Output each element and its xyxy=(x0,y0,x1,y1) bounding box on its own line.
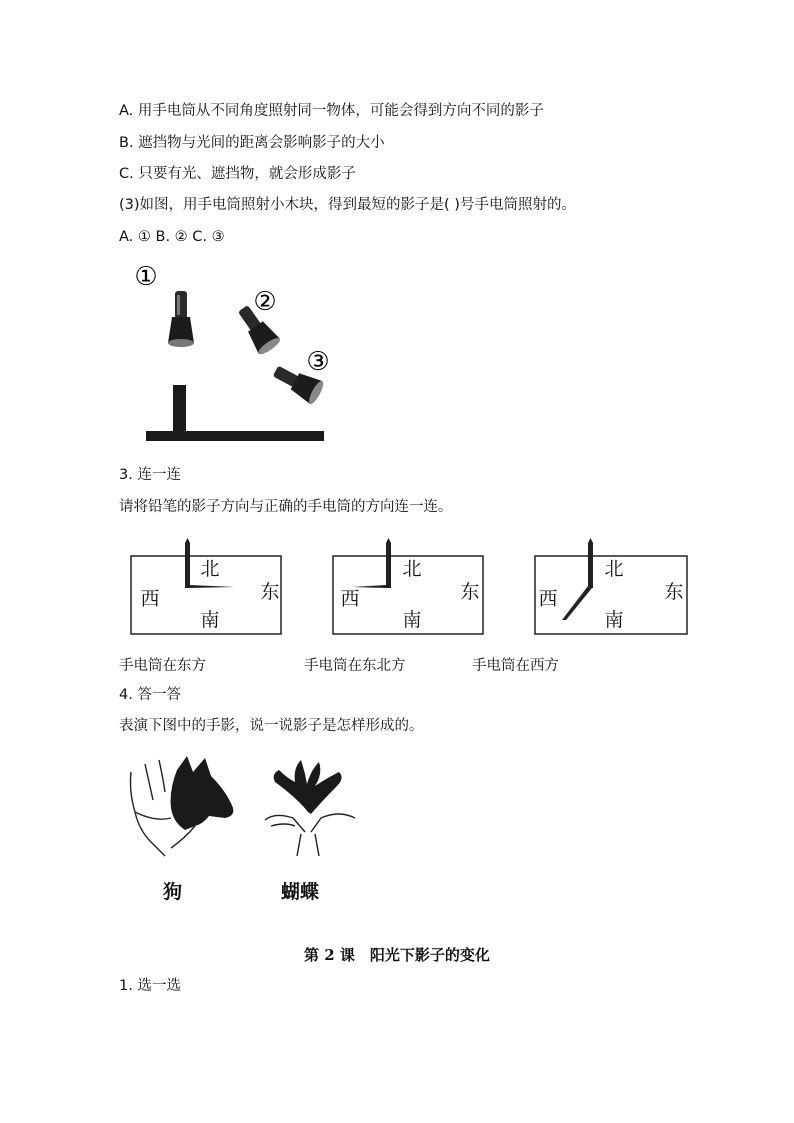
hand-shadow-figure xyxy=(125,752,355,862)
north-label: 北 xyxy=(402,558,422,580)
flashlight-1-icon xyxy=(168,291,194,347)
pencil-icon xyxy=(386,543,391,588)
south-label: 南 xyxy=(200,609,220,631)
option-a: A. 用手电筒从不同角度照射同一物体，可能会得到方向不同的影子 xyxy=(119,103,544,119)
east-label: 东 xyxy=(460,581,480,603)
dog-label: 狗 xyxy=(163,881,183,903)
wooden-block xyxy=(173,385,186,432)
pencil-icon xyxy=(588,543,593,588)
lesson-first-item: 1. 选一选 xyxy=(119,978,181,994)
butterfly-label: 蝴蝶 xyxy=(281,881,320,903)
south-label: 南 xyxy=(402,609,422,631)
section-4-instruction: 表演下图中的手影，说一说影子是怎样形成的。 xyxy=(119,718,424,734)
question-3-options: A. ① B. ② C. ③ xyxy=(119,229,225,245)
dog-shadow-icon xyxy=(171,756,234,830)
south-label: 南 xyxy=(604,609,624,631)
section-3-heading: 3. 连一连 xyxy=(119,467,181,483)
compass-box-2 xyxy=(322,538,487,638)
pencil-icon xyxy=(185,543,190,588)
pencil-shadow xyxy=(562,586,592,620)
flashlight-label-3: ③ xyxy=(306,347,330,377)
west-label: 西 xyxy=(538,588,558,610)
butterfly-shadow-icon xyxy=(274,760,342,814)
section-4-heading: 4. 答一答 xyxy=(119,687,181,703)
north-label: 北 xyxy=(604,558,624,580)
caption-east: 手电筒在东方 xyxy=(119,658,206,674)
question-3-stem: (3)如图，用手电筒照射小木块，得到最短的影子是( )号手电筒照射的。 xyxy=(119,197,576,213)
table-surface xyxy=(146,431,324,441)
west-label: 西 xyxy=(340,588,360,610)
compass-box-1 xyxy=(120,538,285,638)
flashlight-figure xyxy=(130,255,340,450)
caption-west: 手电筒在西方 xyxy=(472,658,559,674)
pencil-shadow xyxy=(190,585,235,588)
butterfly-hands-icon xyxy=(265,814,355,856)
caption-northeast: 手电筒在东北方 xyxy=(304,658,406,674)
lesson-title: 第 2 课 阳光下影子的变化 xyxy=(304,946,490,964)
north-label: 北 xyxy=(200,558,220,580)
section-3-instruction: 请将铅笔的影子方向与正确的手电筒的方向连一连。 xyxy=(119,499,453,515)
option-c: C. 只要有光、遮挡物，就会形成影子 xyxy=(119,166,356,182)
west-label: 西 xyxy=(140,588,160,610)
flashlight-label-2: ② xyxy=(253,287,277,317)
option-b: B. 遮挡物与光间的距离会影响影子的大小 xyxy=(119,135,385,151)
east-label: 东 xyxy=(664,581,684,603)
compass-box-3 xyxy=(524,538,692,638)
east-label: 东 xyxy=(260,581,280,603)
flashlight-label-1: ① xyxy=(134,262,158,292)
